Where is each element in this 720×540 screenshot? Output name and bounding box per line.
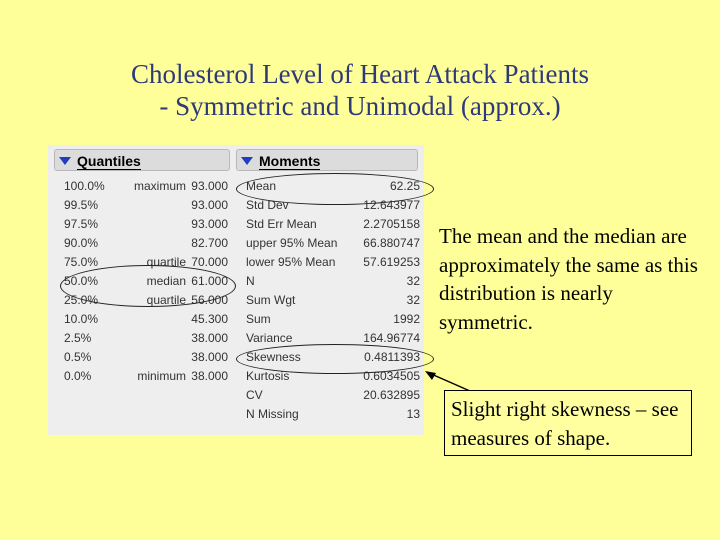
moment-row [246,234,420,253]
moment-value: 12.643977 [363,198,420,212]
quantile-percent: 75.0% [64,255,99,269]
quantile-value: 61.000 [191,274,228,288]
quantile-label: quartile [146,293,186,307]
slide-title-line2: - Symmetric and Unimodal (approx.) [159,91,561,121]
moment-label: lower 95% Mean [246,255,336,269]
quantile-percent: 0.5% [64,350,92,364]
quantile-value: 56.000 [191,293,228,307]
moment-value: 57.619253 [363,255,420,269]
quantile-value: 82.700 [191,236,228,250]
skewness-note: Slight right skewness – see measures of shape. [451,397,679,450]
moment-label: N [246,274,255,288]
quantile-percent: 50.0% [64,274,99,288]
moment-value: 62.25 [389,179,420,193]
quantiles-header[interactable] [54,149,230,171]
quantile-row [64,234,234,253]
mean-highlight-ellipse [236,173,434,205]
skewness-callout-box [444,390,692,456]
quantile-label: median [146,274,186,288]
quantile-row [64,215,234,234]
moment-label: Skewness [246,350,301,364]
quantile-row [64,348,234,367]
quantile-percent: 100.0% [64,179,105,193]
moment-label: upper 95% Mean [246,236,338,250]
mean-median-note: The mean and the median are approximately the same as this distribution is nearly symmetric. [439,224,698,334]
moment-row [246,405,420,424]
slide-title-line1: Cholesterol Level of Heart Attack Patients [130,59,590,89]
moment-value: 20.632895 [363,388,420,402]
quantile-value: 38.000 [191,331,228,345]
quantile-value: 38.000 [191,350,228,364]
quantile-label: minimum [137,369,186,383]
moment-label: Sum [246,312,271,326]
moment-row [246,215,420,234]
quantile-percent: 97.5% [64,217,99,231]
moment-value: 0.6034505 [363,369,420,383]
quantile-label: maximum [133,179,186,193]
quantile-row [64,196,234,215]
quantile-row [64,177,234,196]
moment-label: Mean [246,179,277,193]
moment-value: 32 [406,274,420,288]
moment-label: N Missing [246,407,299,421]
moment-row [246,291,420,310]
quantile-label: quartile [146,255,186,269]
moment-value: 66.880747 [363,236,420,250]
moment-row [246,310,420,329]
quantile-value: 93.000 [191,198,228,212]
moment-row [246,253,420,272]
moment-value: 2.2705158 [363,217,420,231]
moment-value: 0.4811393 [364,350,420,364]
quantile-percent: 99.5% [64,198,99,212]
quantile-percent: 90.0% [64,236,99,250]
moment-label: Kurtosis [246,369,290,383]
quantiles-header-label: Quantiles [77,153,141,169]
moment-value: 164.96774 [363,331,420,345]
disclosure-triangle-icon[interactable] [241,157,253,165]
slide-title [40,58,680,122]
moment-row [246,386,420,405]
moments-header-label: Moments [259,153,321,169]
median-highlight-ellipse [60,265,236,307]
moment-value: 13 [406,407,420,421]
quantile-row [64,367,234,386]
quantile-percent: 25.0% [64,293,99,307]
quantile-value: 93.000 [191,179,228,193]
disclosure-triangle-icon[interactable] [59,157,71,165]
moment-row [246,272,420,291]
skewness-highlight-ellipse [236,344,434,374]
moment-label: Variance [246,331,293,345]
moment-label: CV [246,388,263,402]
quantile-value: 70.000 [191,255,228,269]
quantile-value: 93.000 [191,217,228,231]
moment-label: Std Err Mean [246,217,317,231]
quantile-percent: 0.0% [64,369,92,383]
moment-label: Std Dev [246,198,289,212]
moment-label: Sum Wgt [246,293,296,307]
quantile-row [64,329,234,348]
quantile-value: 38.000 [191,369,228,383]
quantile-row [64,310,234,329]
quantile-percent: 2.5% [64,331,92,345]
quantile-percent: 10.0% [64,312,99,326]
moments-header[interactable] [236,149,418,171]
moment-value: 32 [406,293,420,307]
moment-value: 1992 [393,312,420,326]
quantile-value: 45.300 [191,312,228,326]
